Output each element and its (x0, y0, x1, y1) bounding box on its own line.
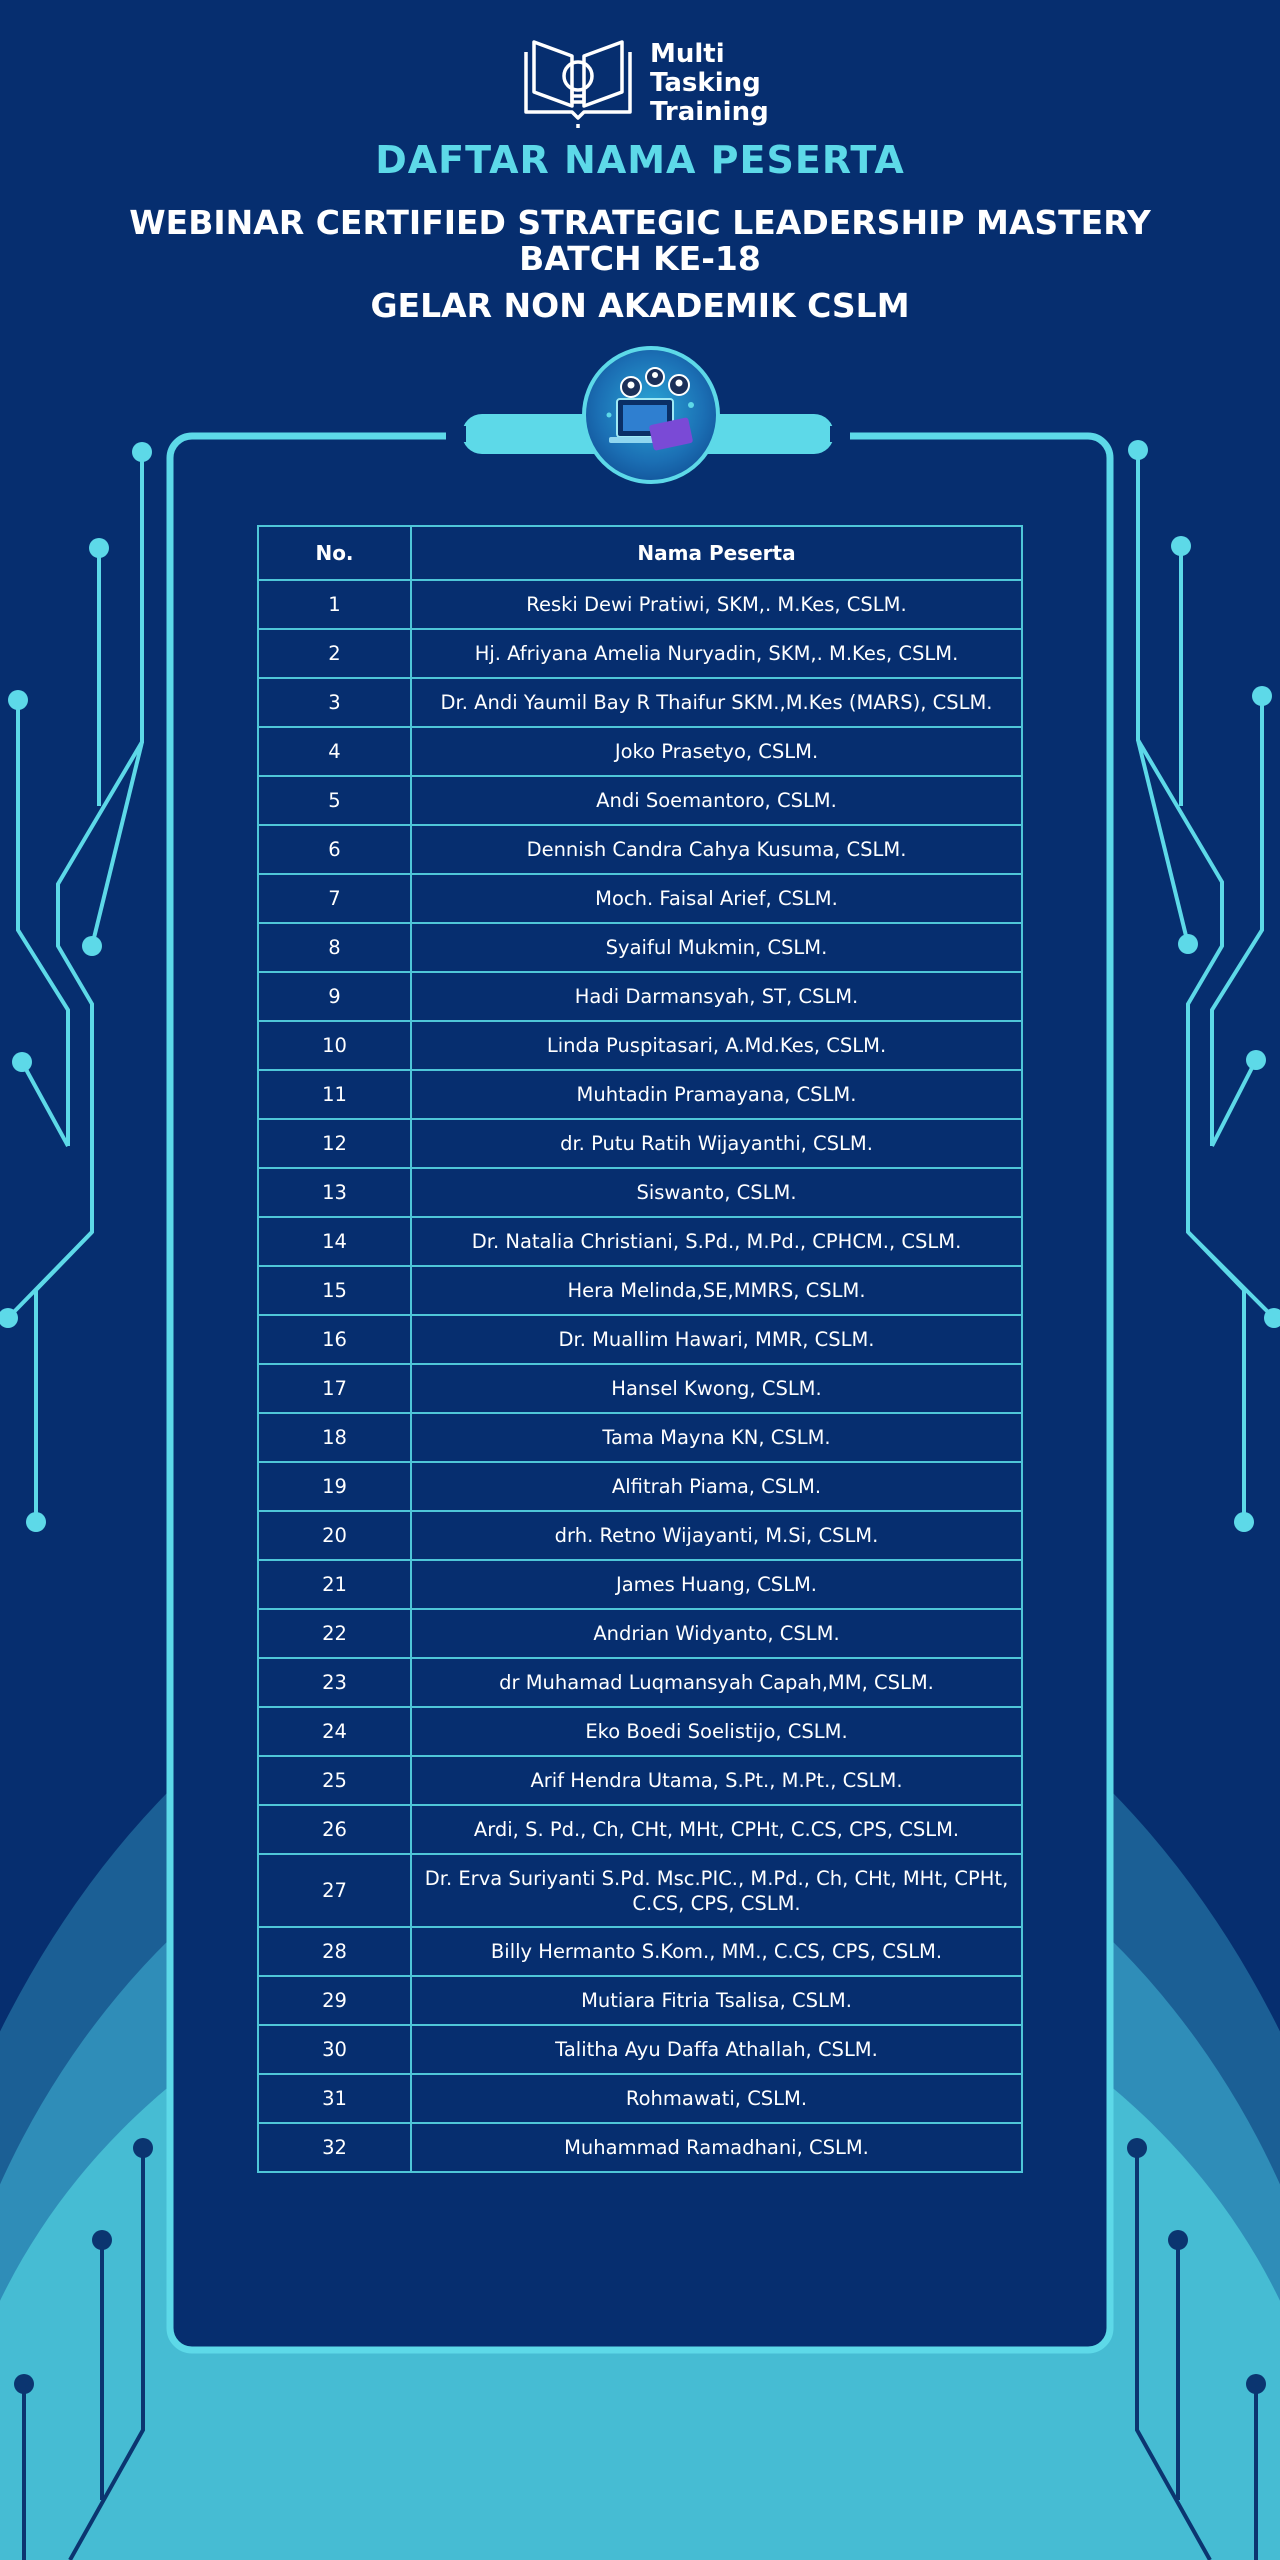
participant-name: Arif Hendra Utama, S.Pt., M.Pt., CSLM. (411, 1756, 1022, 1805)
participant-name: Reski Dewi Pratiwi, SKM,. M.Kes, CSLM. (411, 580, 1022, 629)
table-row (258, 776, 1022, 825)
participant-name: Dr. Muallim Hawari, MMR, CSLM. (411, 1315, 1022, 1364)
participant-name: dr. Putu Ratih Wijayanthi, CSLM. (411, 1119, 1022, 1168)
row-number: 19 (258, 1462, 411, 1511)
row-number: 28 (258, 1927, 411, 1976)
table-row (258, 1805, 1022, 1854)
column-header-name: Nama Peserta (411, 526, 1022, 580)
table-row (258, 2123, 1022, 2172)
participant-name: Ardi, S. Pd., Ch, CHt, MHt, CPHt, C.CS, CPS, CSLM. (411, 1805, 1022, 1854)
row-number: 6 (258, 825, 411, 874)
row-number: 27 (258, 1854, 411, 1927)
participant-name: Hadi Darmansyah, ST, CSLM. (411, 972, 1022, 1021)
table-row (258, 1560, 1022, 1609)
participant-name: Hj. Afriyana Amelia Nuryadin, SKM,. M.Kes, CSLM. (411, 629, 1022, 678)
brand-name-line1: Multi (650, 38, 725, 69)
table-row (258, 1413, 1022, 1462)
table-row (258, 1266, 1022, 1315)
row-number: 30 (258, 2025, 411, 2074)
table-row (258, 1511, 1022, 1560)
participant-name: Dr. Erva Suriyanti S.Pd. Msc.PIC., M.Pd., Ch, CHt, MHt, CPHt, C.CS, CPS, CSLM. (411, 1854, 1022, 1927)
participant-name: Dennish Candra Cahya Kusuma, CSLM. (411, 825, 1022, 874)
table-row (258, 1462, 1022, 1511)
table-row (258, 1021, 1022, 1070)
table-row (258, 1927, 1022, 1976)
participant-name: Syaiful Mukmin, CSLM. (411, 923, 1022, 972)
brand-name-line2: Tasking (650, 67, 761, 98)
table-row (258, 1364, 1022, 1413)
row-number: 26 (258, 1805, 411, 1854)
participant-name: Muhtadin Pramayana, CSLM. (411, 1070, 1022, 1119)
table-row (258, 874, 1022, 923)
table-row (258, 2025, 1022, 2074)
row-number: 22 (258, 1609, 411, 1658)
row-number: 32 (258, 2123, 411, 2172)
table-row (258, 629, 1022, 678)
table-row (258, 1217, 1022, 1266)
row-number: 31 (258, 2074, 411, 2123)
participant-name: Hera Melinda,SE,MMRS, CSLM. (411, 1266, 1022, 1315)
participant-name: Dr. Andi Yaumil Bay R Thaifur SKM.,M.Kes (MARS), CSLM. (411, 678, 1022, 727)
table-row (258, 678, 1022, 727)
table-row (258, 2074, 1022, 2123)
row-number: 21 (258, 1560, 411, 1609)
column-header-no: No. (258, 526, 411, 580)
participant-name: Siswanto, CSLM. (411, 1168, 1022, 1217)
table-row (258, 727, 1022, 776)
participant-name: Moch. Faisal Arief, CSLM. (411, 874, 1022, 923)
table-row (258, 1119, 1022, 1168)
table-row (258, 580, 1022, 629)
book-bulb-icon (520, 36, 636, 130)
row-number: 14 (258, 1217, 411, 1266)
row-number: 9 (258, 972, 411, 1021)
participant-name: Hansel Kwong, CSLM. (411, 1364, 1022, 1413)
participant-name: James Huang, CSLM. (411, 1560, 1022, 1609)
participant-name: Tama Mayna KN, CSLM. (411, 1413, 1022, 1462)
event-title (0, 205, 1280, 277)
row-number: 13 (258, 1168, 411, 1217)
participant-name: Andi Soemantoro, CSLM. (411, 776, 1022, 825)
table-header-row (258, 526, 1022, 580)
participant-name: Muhammad Ramadhani, CSLM. (411, 2123, 1022, 2172)
table-row (258, 1315, 1022, 1364)
participant-name: Talitha Ayu Daffa Athallah, CSLM. (411, 2025, 1022, 2074)
event-title-line1: WEBINAR CERTIFIED STRATEGIC LEADERSHIP MASTERY (129, 203, 1151, 242)
participant-name: dr Muhamad Luqmansyah Capah,MM, CSLM. (411, 1658, 1022, 1707)
participant-name: Joko Prasetyo, CSLM. (411, 727, 1022, 776)
row-number: 12 (258, 1119, 411, 1168)
brand-logo (520, 36, 769, 130)
event-title-line2: BATCH KE-18 (519, 239, 761, 278)
online-meeting-icon (591, 355, 711, 475)
row-number: 11 (258, 1070, 411, 1119)
degree-title: GELAR NON AKADEMIK CSLM (370, 286, 910, 325)
row-number: 1 (258, 580, 411, 629)
row-number: 23 (258, 1658, 411, 1707)
participant-name: Linda Puspitasari, A.Md.Kes, CSLM. (411, 1021, 1022, 1070)
participant-name: Alfitrah Piama, CSLM. (411, 1462, 1022, 1511)
participant-name: Mutiara Fitria Tsalisa, CSLM. (411, 1976, 1022, 2025)
row-number: 29 (258, 1976, 411, 2025)
participant-name: Eko Boedi Soelistijo, CSLM. (411, 1707, 1022, 1756)
row-number: 15 (258, 1266, 411, 1315)
row-number: 10 (258, 1021, 411, 1070)
row-number: 20 (258, 1511, 411, 1560)
participant-name: Dr. Natalia Christiani, S.Pd., M.Pd., CPHCM., CSLM. (411, 1217, 1022, 1266)
brand-name-line3: Training (650, 96, 769, 127)
table-row (258, 923, 1022, 972)
table-row (258, 1658, 1022, 1707)
participant-name: Rohmawati, CSLM. (411, 2074, 1022, 2123)
row-number: 8 (258, 923, 411, 972)
row-number: 16 (258, 1315, 411, 1364)
table-row (258, 1976, 1022, 2025)
row-number: 3 (258, 678, 411, 727)
participant-name: drh. Retno Wijayanti, M.Si, CSLM. (411, 1511, 1022, 1560)
participant-list (258, 580, 1022, 2172)
row-number: 4 (258, 727, 411, 776)
participant-name: Andrian Widyanto, CSLM. (411, 1609, 1022, 1658)
table-row (258, 1707, 1022, 1756)
row-number: 25 (258, 1756, 411, 1805)
table-row (258, 1070, 1022, 1119)
row-number: 17 (258, 1364, 411, 1413)
webinar-emblem (582, 346, 720, 484)
participant-name: Billy Hermanto S.Kom., MM., C.CS, CPS, CSLM. (411, 1927, 1022, 1976)
table-row (258, 1609, 1022, 1658)
row-number: 5 (258, 776, 411, 825)
table-row (258, 1168, 1022, 1217)
table-row (258, 1756, 1022, 1805)
page-title: DAFTAR NAMA PESERTA (375, 138, 905, 182)
table-row (258, 1854, 1022, 1927)
row-number: 2 (258, 629, 411, 678)
row-number: 18 (258, 1413, 411, 1462)
table-row (258, 972, 1022, 1021)
participant-table (257, 525, 1023, 2173)
row-number: 24 (258, 1707, 411, 1756)
row-number: 7 (258, 874, 411, 923)
table-row (258, 825, 1022, 874)
